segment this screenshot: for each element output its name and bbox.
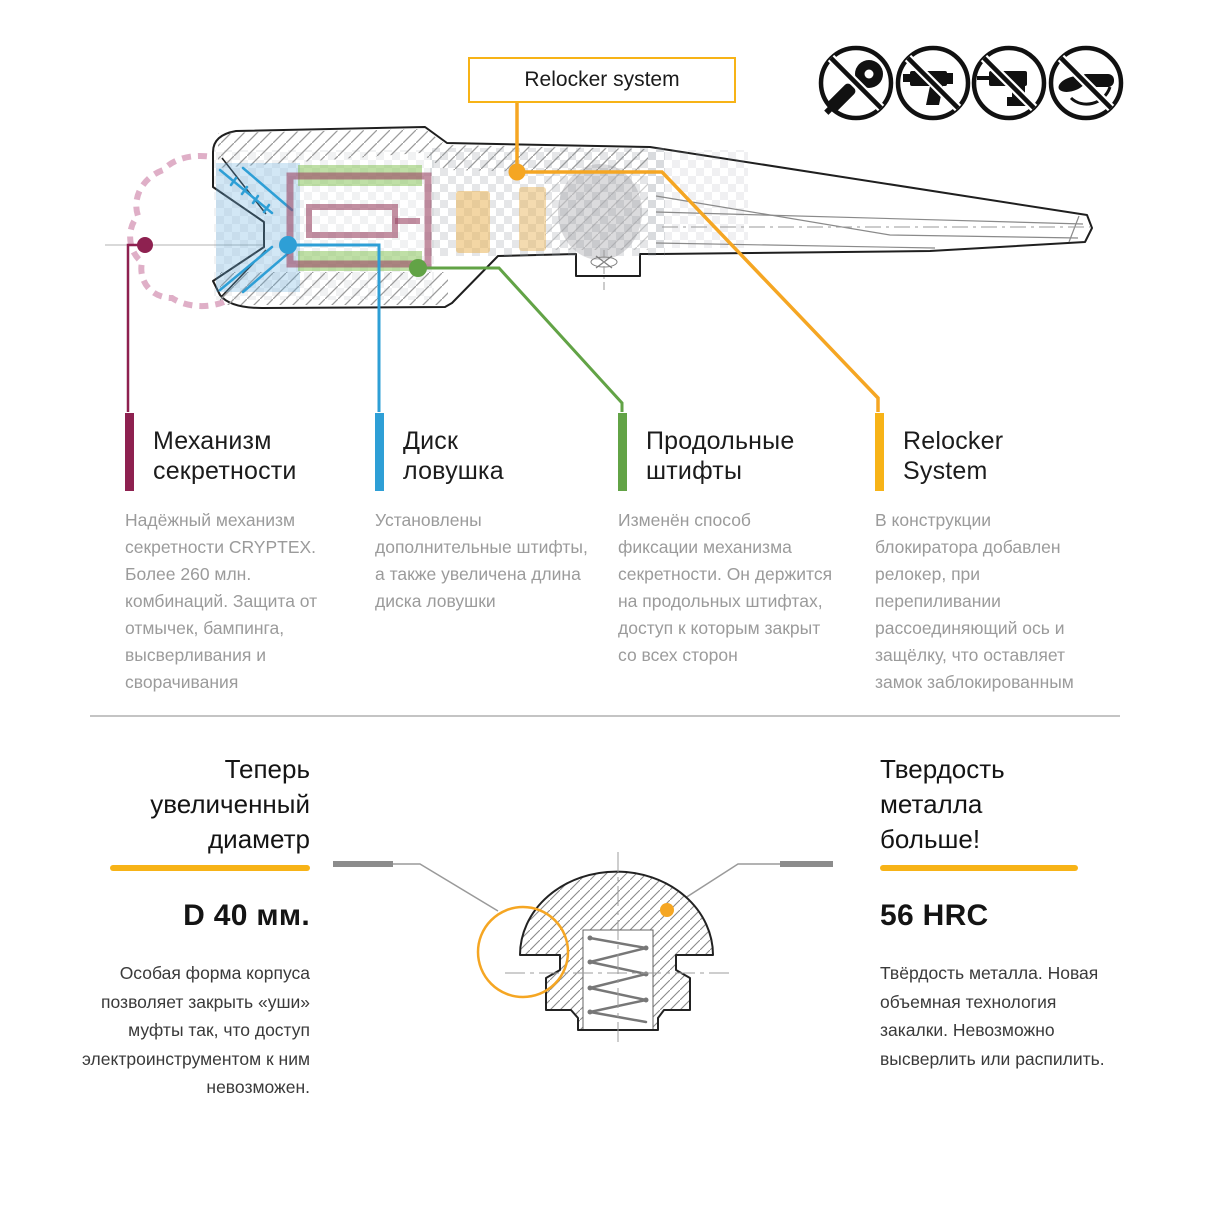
diameter-heading-line1: Теперь: [224, 754, 310, 784]
left-callout-line: [393, 864, 498, 911]
mechanism-title-line1: Механизм: [153, 427, 272, 455]
feature-column-disc-trap: [375, 413, 590, 615]
hardness-heading-line3: больше!: [880, 824, 981, 854]
hardness-underline: [880, 865, 1078, 871]
no-angle-grinder-icon: [1051, 48, 1121, 118]
hardness-heading-line2: металла: [880, 789, 983, 819]
pins-callout-dot: [409, 259, 427, 277]
section-divider: [90, 715, 1120, 717]
plug-cross-section-drawing: [333, 852, 833, 1046]
relocker-color-bar: [875, 413, 884, 491]
disc-trap-title: [403, 427, 590, 486]
right-callout-bar: [780, 861, 833, 867]
mechanism-title: [153, 427, 340, 486]
no-hammer-drill-icon: [974, 48, 1044, 118]
diameter-heading-line3: диаметр: [208, 824, 310, 854]
pins-title: [646, 427, 833, 486]
disc-trap-title-line2: ловушка: [403, 456, 504, 485]
feature-column-pins: [618, 413, 833, 669]
pins-color-bar: [618, 413, 627, 491]
hardness-heading: [880, 752, 1110, 857]
disc-trap-title-line1: Диск: [403, 427, 459, 455]
feature-column-relocker: [875, 413, 1090, 696]
pixelated-region-blade: [648, 150, 748, 248]
feature-column-mechanism: [125, 413, 340, 696]
mechanism-callout-dot: [137, 237, 153, 253]
relocker-system-label: Relocker system: [524, 68, 680, 91]
diameter-heading-line2: увеличенный: [150, 789, 310, 819]
no-drill-icon: [898, 48, 968, 118]
pins-title-line2: штифты: [646, 456, 743, 485]
pixelated-blob: [558, 164, 642, 260]
hardness-description: Твёрдость металла. Новая объемная технология закалки. Невозможно высверлить или распилить.: [880, 963, 1105, 1069]
relocker-title-line2: System: [903, 456, 988, 485]
prohibition-icons: [821, 48, 1121, 118]
disc-trap-description: Установлены дополнительные штифты, а также увеличена длина диска ловушки: [375, 510, 588, 611]
relocker-title-line1: Relocker: [903, 427, 1004, 455]
diameter-underline: [110, 865, 310, 871]
hardness-callout-dot: [660, 903, 674, 917]
diameter-block: [70, 752, 310, 1102]
mechanism-description: Надёжный механизм секретности CRYPTEX. Более 260 млн. комбинаций. Защита от отмычек, бампинга, высверливания и сворачивания: [125, 510, 318, 692]
diameter-description: Особая форма корпуса позволяет закрыть «уши» муфты так, что доступ электроинструментом к ним невозможен.: [82, 963, 310, 1097]
mechanism-title-line2: секретности: [153, 456, 297, 485]
relocker-title: [903, 427, 1090, 486]
left-callout-bar: [333, 861, 393, 867]
relocker-description: В конструкции блокиратора добавлен релокер, при перепиливании рассоединяющий ось и защёлку, что оставляет замок заблокированным: [875, 510, 1074, 692]
diameter-value: D 40 мм.: [183, 899, 310, 932]
hardness-heading-line1: Твердость: [880, 754, 1005, 784]
lock-cross-section-drawing: [105, 127, 1092, 308]
diameter-heading: [70, 752, 310, 857]
disc-trap-color-bar: [375, 413, 384, 491]
relocker-callout-dot: [509, 164, 526, 181]
pins-description: Изменён способ фиксации механизма секретности. Он держится на продольных штифтах, доступ к которым закрыт со всех сторон: [618, 510, 833, 665]
hardness-value: 56 HRC: [880, 899, 989, 932]
mechanism-color-bar: [125, 413, 134, 491]
disc-trap-callout-dot: [279, 236, 297, 254]
pins-title-line1: Продольные: [646, 427, 795, 455]
relocker-system-label-box: [468, 57, 736, 103]
no-die-grinder-icon: [821, 48, 891, 118]
hardness-block: [880, 752, 1110, 1073]
